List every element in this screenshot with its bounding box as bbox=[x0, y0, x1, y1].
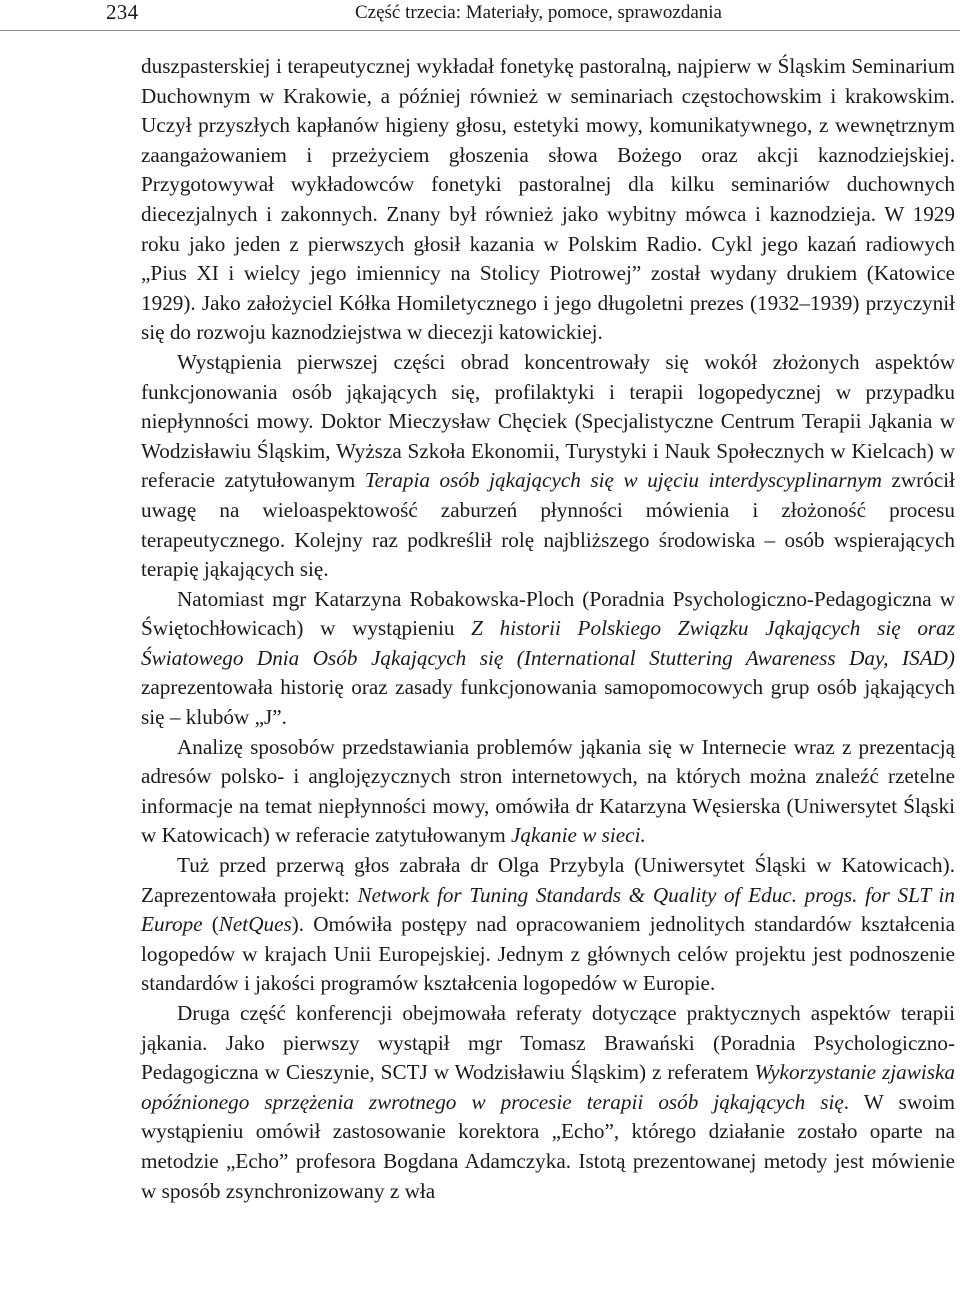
italic-title: Network for Tuning Standards & Quality of Educ. progs. for SLT in Europe bbox=[141, 882, 955, 937]
paragraph bbox=[141, 733, 955, 851]
text-run: . W swoim wystąpieniu omówił zastosowanie korektora „Echo”, którego działanie zostało oparte na metodzie „Echo” profesora Bogdana Adamczyka. Istotą prezentowanej metody jest mówienie w sposób zsynchronizowany z wła bbox=[141, 1089, 955, 1203]
header-rule bbox=[0, 30, 960, 31]
text-run: duszpasterskiej i terapeutycznej wykładał fonetykę pastoralną, najpierw w Śląskim Seminarium Duchownym w Krakowie, a później również w seminariach częstochowskim i krakowskim. Uczył przyszłych kapłanów higieny głosu, estetyki mowy, komunikatywnego, z wewnętrznym zaangażowaniem i przeżyciem głoszenia słowa Bożego oraz akcji kaznodziejskiej. Przygotowywał wykładowców fonetyki pastoralnej dla kilku seminariów duchownych diecezjalnych i zakonnych. Znany był również jako wybitny mówca i kaznodzieja. W 1929 roku jako jeden z pierwszych głosił kazania w Polskim Radio. Cykl jego kazań radiowych „Pius XI i wielcy jego imiennicy na Stolicy Piotrowej” został wydany drukiem (Katowice 1929). Jako założyciel Kółka Homiletycznego i jego długoletni prezes (1932–1939) przyczynił się do rozwoju kaznodziejstwa w diecezji katowickiej. bbox=[141, 54, 955, 345]
paragraph bbox=[141, 851, 955, 999]
text-run: Analizę sposobów przedstawiania problemów jąkania się w Internecie wraz z prezentacją adresów polsko- i anglojęzycznych stron internetowych, na których można znaleźć rzetelne informacje na temat niepłynności mowy, omówiła dr Katarzyna Węsierska (Uniwersytet Śląski w Katowicach) w referacie zatytułowanym bbox=[141, 734, 955, 848]
paragraph bbox=[141, 52, 955, 348]
paragraph bbox=[141, 585, 955, 733]
paragraph bbox=[141, 999, 955, 1206]
page-number: 234 bbox=[106, 0, 139, 24]
text-run: Druga część konferencji obejmowała referaty dotyczące praktycznych aspektów terapii jąkania. Jako pierwszy wystąpił mgr Tomasz Brawański (Poradnia Psychologiczno-Pedagogiczna w Cieszynie, SCTJ w Wodzisławiu Śląskim) z referatem bbox=[141, 1001, 955, 1085]
paragraph bbox=[141, 348, 955, 585]
text-run: zwrócił uwagę na wieloaspektowość zaburzeń płynności mówienia i złożoność procesu terapeutycznego. Kolejny raz podkreślił rolę najbliższego środowiska – osób wspierających terapię jąkających się. bbox=[141, 468, 955, 582]
text-run: ). Omówiła postępy nad opracowaniem jednolitych standardów kształcenia logopedów w krajach Unii Europejskiej. Jednym z głównych celów projektu jest podnoszenie standardów i jakości programów kształcenia logopedów w Europie. bbox=[141, 912, 956, 996]
text-run: ( bbox=[202, 912, 219, 937]
text-run: zaprezentowała historię oraz zasady funkcjonowania samopomocowych grup osób jąkających się – klubów „J”. bbox=[141, 675, 955, 730]
italic-title: Jąkanie w sieci. bbox=[511, 823, 646, 848]
italic-title: Terapia osób jąkających się w ujęciu interdyscyplinarnym bbox=[364, 468, 882, 493]
italic-title: Z historii Polskiego Związku Jąkających się oraz Światowego Dnia Osób Jąkających się (International Stuttering Awareness Day, ISAD) bbox=[141, 616, 955, 670]
running-title: Część trzecia: Materiały, pomoce, sprawozdania bbox=[355, 2, 722, 23]
body-text bbox=[141, 52, 955, 1206]
text-run: Tuż przed przerwą głos zabrała dr Olga Przybyla (Uniwersytet Śląski w Katowicach). Zaprezentowała projekt: bbox=[141, 853, 955, 907]
text-run: Natomiast mgr Katarzyna Robakowska-Ploch (Poradnia Psychologiczno-Pedagogiczna w Świętochłowicach) w wystąpieniu bbox=[141, 586, 955, 641]
italic-acronym: NetQues bbox=[218, 912, 292, 937]
italic-title: Wykorzystanie zjawiska opóźnionego sprzężenia zwrotnego w procesie terapii osób jąkających się bbox=[141, 1060, 955, 1114]
text-run: Wystąpienia pierwszej części obrad koncentrowały się wokół złożonych aspektów funkcjonowania osób jąkających się, profilaktyki i terapii logopedycznej w przypadku niepłynności mowy. Doktor Mieczysław Chęciek (Specjalistyczne Centrum Terapii Jąkania w Wodzisławiu Śląskim, Wyższa Szkoła Ekonomii, Turystyki i Nauk Społecznych w Kielcach) w referacie zatytułowanym bbox=[141, 349, 955, 493]
page-header bbox=[0, 0, 960, 30]
